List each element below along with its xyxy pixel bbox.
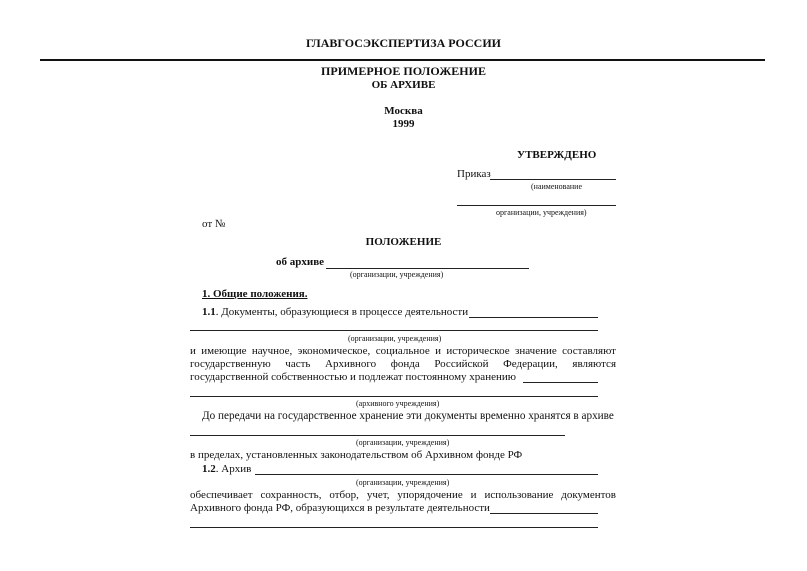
order-blank [490,179,616,180]
org-caption-2: (организации, учреждения) [356,438,450,447]
activity-blank-4 [190,527,598,528]
paragraph-1-2 [202,463,251,476]
date-number-label: от № [202,218,226,230]
paragraph-1-1-text: . Документы, образующиеся в процессе деятельности [215,306,469,318]
activity-blank-2 [190,330,598,331]
storage-blank-1 [523,382,598,383]
body-line-2: государственную часть Архивного фонда Российской Федерации, являются [190,358,616,370]
document-subtitle: ОБ АРХИВЕ [371,79,436,91]
about-archive-label: об архиве [276,256,325,268]
city-label: Москва [384,105,423,117]
paragraph-1-2-text: . Архив [215,463,252,475]
paragraph-1-1 [202,306,468,319]
org-caption-approval: организации, учреждения) [496,208,587,217]
activity-blank-1 [469,317,598,318]
body-line-7: Архивного фонда РФ, образующихся в результате деятельности [190,502,490,514]
year-label: 1999 [392,118,415,130]
header-rule [40,59,765,61]
naming-caption: (наименование [531,182,583,191]
approved-label: УТВЕРЖДЕНО [517,149,597,161]
storage-blank-2 [190,396,598,397]
body-line-5: в пределах, установленных законодательством об Архивном фонде РФ [190,449,523,461]
org-caption-1: (организации, учреждения) [348,334,442,343]
archive-org-blank [190,435,565,436]
body-line-1: и имеющие научное, экономическое, социальное и историческое значение составляют [190,345,616,357]
body-line-4: До передачи на государственное хранение эти документы временно хранятся в архиве [202,410,614,422]
body-line-6: обеспечивает сохранность, отбор, учет, упорядочение и использование документов [190,489,616,501]
archive-name-blank [255,474,598,475]
paragraph-1-2-number: 1.2 [202,463,216,475]
section-1-heading: 1. Общие положения. [202,288,308,300]
org-caption-3: (организации, учреждения) [356,478,450,487]
about-archive-blank [326,268,529,269]
activity-blank-3 [490,513,598,514]
document-title: ПРИМЕРНОЕ ПОЛОЖЕНИЕ [321,64,486,78]
body-line-3: государственной собственностью и подлежат постоянному хранению [190,371,516,383]
order-label: Приказ [457,168,491,180]
order-org-blank [457,205,616,206]
archive-caption: (архивного учреждения) [356,399,440,408]
regulation-heading: ПОЛОЖЕНИЕ [365,236,442,248]
paragraph-1-1-number: 1.1 [202,306,216,318]
organization-header: ГЛАВГОСЭКСПЕРТИЗА РОССИИ [305,36,502,50]
about-caption: (организации, учреждения) [350,270,444,279]
